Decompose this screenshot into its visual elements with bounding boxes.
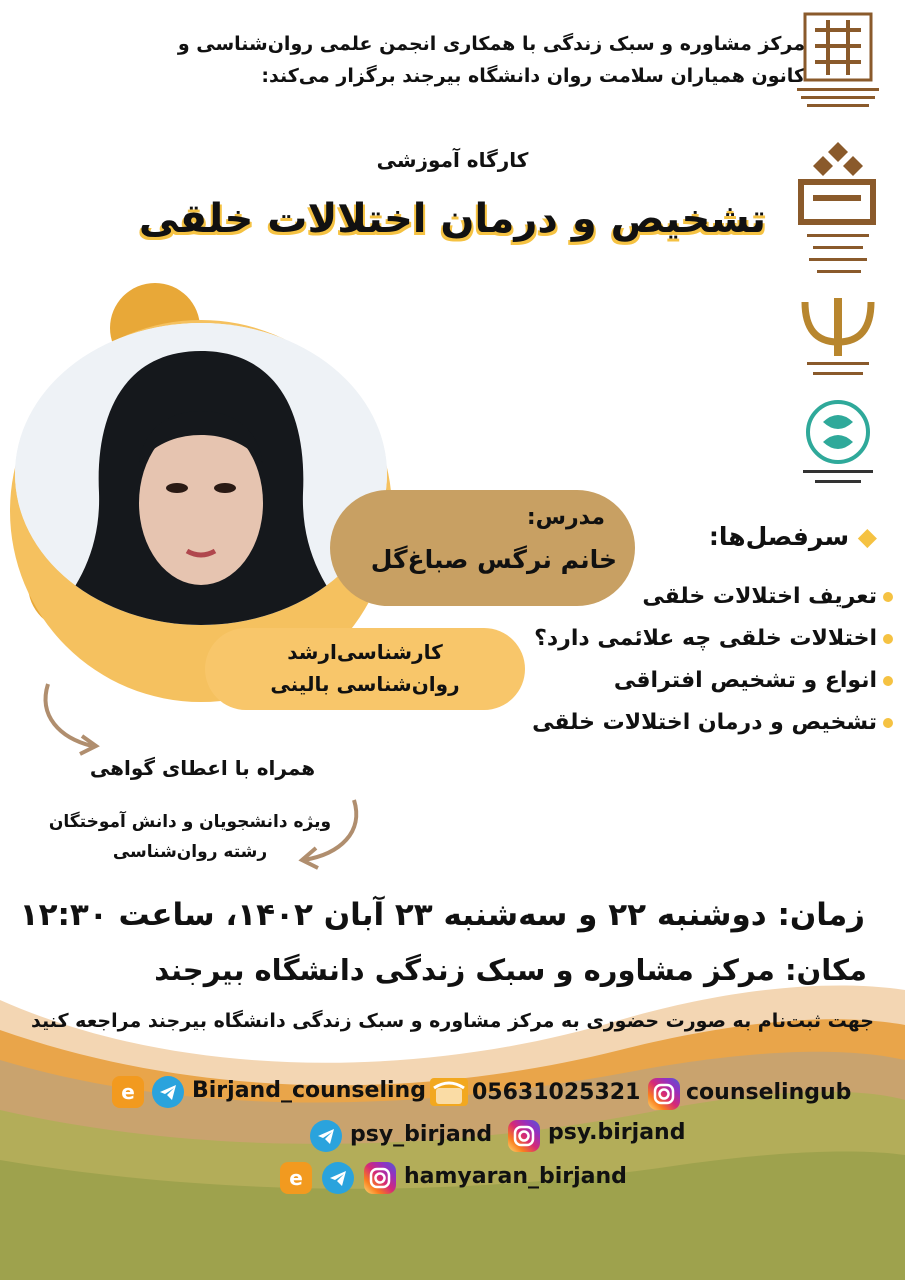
topic-text: اختلالات خلقی چه علائمی دارد؟	[534, 626, 877, 651]
contact-handle-birjand-counseling[interactable]: Birjand_counseling	[192, 1078, 426, 1103]
tutor-portrait-icon	[15, 323, 387, 625]
instagram-icon	[364, 1162, 396, 1194]
topics-heading-label: سرفصل‌ها:	[708, 522, 850, 551]
ministry-emblem-icon	[783, 10, 893, 130]
topic-text: انواع و تشخیص افتراقی	[613, 668, 877, 693]
instagram-icon	[648, 1078, 680, 1110]
telegram-icon	[152, 1076, 184, 1108]
phone-icon	[430, 1078, 468, 1106]
eitaa-icon	[280, 1162, 312, 1194]
hamyaran-emblem-icon	[783, 396, 893, 491]
event-place: مکان: مرکز مشاوره و سبک زندگی دانشگاه بیرجند	[154, 953, 867, 987]
topics-heading	[709, 522, 877, 551]
event-time: زمان: دوشنبه ۲۲ و سه‌شنبه ۲۳ آبان ۱۴۰۲، ساعت ۱۲:۳۰	[19, 897, 865, 933]
topic-item	[532, 710, 893, 735]
university-emblem-icon	[783, 138, 893, 288]
contact-instagram-psy-birjand[interactable]: psy.birjand	[548, 1120, 686, 1145]
contact-handle-hamyaran-birjand[interactable]: hamyaran_birjand	[404, 1164, 627, 1189]
psi-emblem-icon	[783, 292, 893, 387]
contact-phone[interactable]: 05631025321	[472, 1080, 641, 1105]
audience-line-1: ویژه دانشجویان و دانش آموختگان	[48, 812, 332, 832]
workshop-subtitle: کارگاه آموزشی	[376, 148, 529, 172]
topic-text: تعریف اختلالات خلقی	[642, 584, 877, 609]
diamond-icon: ◆	[857, 522, 877, 551]
topic-item	[642, 584, 893, 609]
bullet-icon	[883, 634, 893, 644]
hamyaran-logo	[783, 396, 893, 491]
tutor-photo	[15, 323, 387, 625]
contact-instagram-counselingub[interactable]: counselingub	[686, 1080, 852, 1105]
degree-line-2: روان‌شناسی بالینی	[270, 672, 460, 696]
topic-text: تشخیص و درمان اختلالات خلقی	[532, 710, 877, 735]
tutor-label: مدرس:	[526, 505, 605, 530]
telegram-icon	[322, 1162, 354, 1194]
svg-text:e: e	[121, 1080, 135, 1104]
telegram-icon	[310, 1120, 342, 1152]
degree-line-1: کارشناسی‌ارشد	[287, 640, 443, 664]
intro-line-2: کانون همیاران سلامت روان دانشگاه بیرجند برگزار می‌کند:	[261, 65, 805, 87]
eitaa-icon	[112, 1076, 144, 1108]
intro-line-1: مرکز مشاوره و سبک زندگی با همکاری انجمن علمی روان‌شناسی و	[177, 33, 805, 55]
ministry-logo	[783, 10, 893, 130]
certificate-note: همراه با اعطای گواهی	[89, 756, 316, 780]
registration-note: جهت ثبت‌نام به صورت حضوری به مرکز مشاوره و سبک زندگی دانشگاه بیرجند مراجعه کنید	[31, 1010, 874, 1032]
contact-telegram-psy-birjand[interactable]: psy_birjand	[350, 1122, 493, 1147]
bullet-icon	[883, 676, 893, 686]
university-logo	[783, 138, 893, 288]
topic-item	[534, 626, 893, 651]
instagram-icon	[508, 1120, 540, 1152]
bullet-icon	[883, 718, 893, 728]
topic-item	[614, 668, 893, 693]
psychology-association-logo	[783, 292, 893, 387]
svg-text:e: e	[289, 1166, 303, 1190]
audience-line-2: رشته روان‌شناسی	[112, 842, 268, 862]
intro-text	[85, 28, 805, 92]
bottom-wave-decoration	[0, 960, 905, 1280]
curved-arrow-icon	[30, 680, 110, 760]
workshop-title: تشخیص و درمان اختلالات خلقی	[138, 196, 767, 242]
bullet-icon	[883, 592, 893, 602]
tutor-name: خانم نرگس صباغ‌گل	[370, 545, 617, 574]
